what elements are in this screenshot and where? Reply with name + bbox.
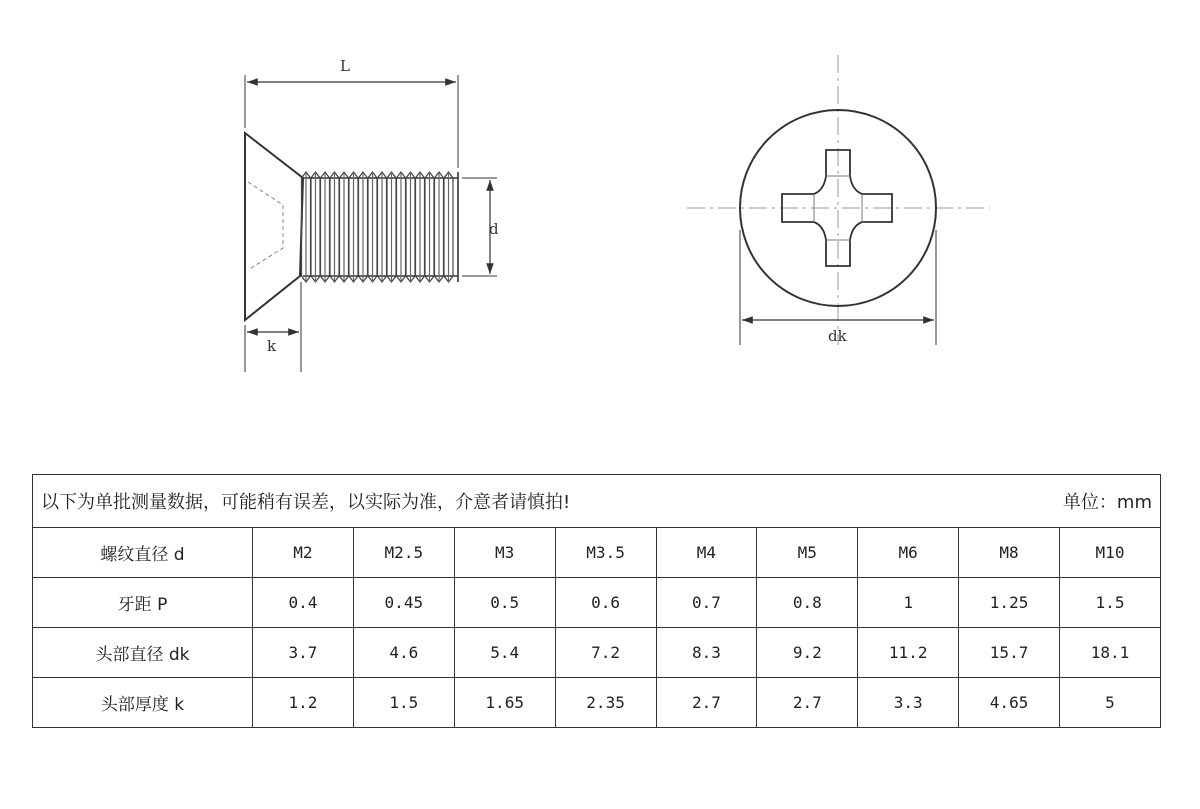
spec-table [32, 474, 1161, 728]
table-cell: 8.3 [656, 628, 757, 678]
length-label: L [340, 57, 350, 75]
table-cell: 0.7 [656, 578, 757, 628]
table-cell: M6 [858, 528, 959, 578]
table-cell: 1.2 [253, 678, 354, 728]
notice-cell [33, 475, 1161, 528]
table-cell: M8 [959, 528, 1060, 578]
table-cell: 11.2 [858, 628, 959, 678]
row-label: 头部直径 dk [33, 628, 253, 678]
table-cell: 15.7 [959, 628, 1060, 678]
table-cell: 9.2 [757, 628, 858, 678]
head-diameter-label: dk [828, 327, 847, 345]
row-label: 头部厚度 k [33, 678, 253, 728]
unit-label: 单位：mm [1062, 492, 1152, 513]
table-row [33, 528, 1161, 578]
table-cell: 4.6 [353, 628, 454, 678]
table-cell: 5.4 [454, 628, 555, 678]
table-cell: 1.5 [353, 678, 454, 728]
table-cell: 1 [858, 578, 959, 628]
table-cell: 0.5 [454, 578, 555, 628]
table-cell: 2.35 [555, 678, 656, 728]
table-cell: 2.7 [757, 678, 858, 728]
table-cell: M2 [253, 528, 354, 578]
head-height-label: k [267, 337, 277, 355]
table-row [33, 578, 1161, 628]
screw-side-view [245, 75, 497, 372]
table-cell: 3.7 [253, 628, 354, 678]
table-cell: 1.5 [1060, 578, 1161, 628]
table-row [33, 678, 1161, 728]
row-label: 螺纹直径 d [33, 528, 253, 578]
diameter-label: d [489, 220, 499, 238]
table-cell: M2.5 [353, 528, 454, 578]
table-cell: 1.25 [959, 578, 1060, 628]
row-label: 牙距 P [33, 578, 253, 628]
table-cell: 3.3 [858, 678, 959, 728]
screw-head-outline [245, 133, 303, 320]
table-cell: M3 [454, 528, 555, 578]
table-cell: 2.7 [656, 678, 757, 728]
table-cell: 18.1 [1060, 628, 1161, 678]
notice-row [33, 475, 1161, 528]
table-row [33, 628, 1161, 678]
table-cell: 1.65 [454, 678, 555, 728]
table-cell: 7.2 [555, 628, 656, 678]
table-cell: M5 [757, 528, 858, 578]
table-cell: 0.45 [353, 578, 454, 628]
thread-pattern [302, 172, 454, 282]
table-cell: M4 [656, 528, 757, 578]
table-cell: M3.5 [555, 528, 656, 578]
table-cell: 0.8 [757, 578, 858, 628]
screw-top-view [687, 55, 990, 345]
table-cell: 5 [1060, 678, 1161, 728]
table-cell: M10 [1060, 528, 1161, 578]
table-cell: 0.6 [555, 578, 656, 628]
table-cell: 4.65 [959, 678, 1060, 728]
notice-text: 以下为单批测量数据，可能稍有误差，以实际为准，介意者请慎拍! [41, 492, 571, 513]
table-cell: 0.4 [253, 578, 354, 628]
